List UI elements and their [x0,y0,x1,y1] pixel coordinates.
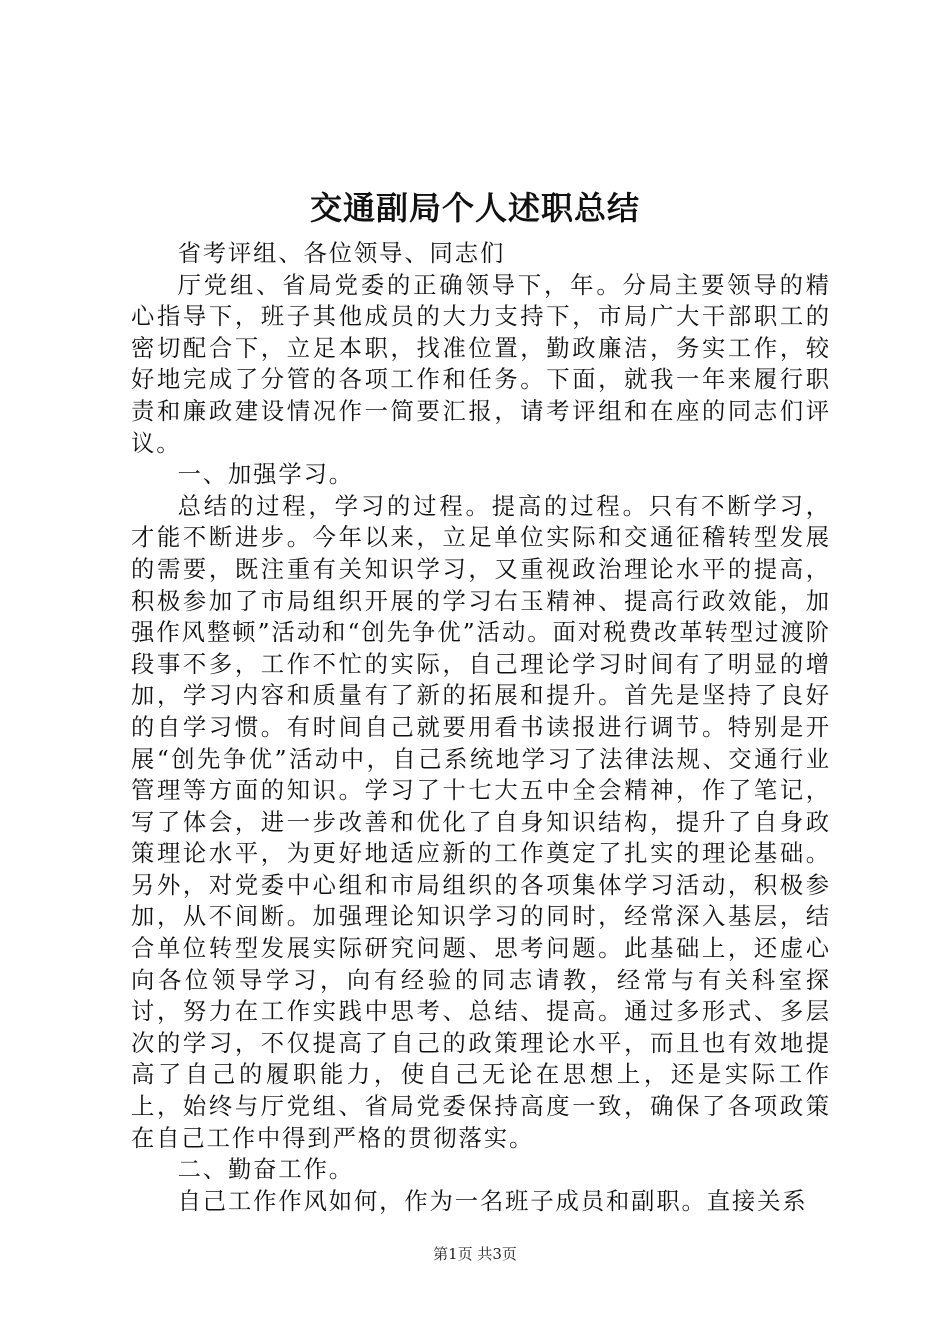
study-paragraph: 总结的过程，学习的过程。提高的过程。只有不断学习，才能不断进步。今年以来，立足单位实际和交通征稽转型发展的需要，既注重有关知识学习，又重视政治理论水平的提高，积极参加了市局组织开展的学习右玉精神、提高行政效能，加强作风整顿”活动和“创先争优”活动。面对税费改革转型过渡阶段事不多，工作不忙的实际，自己理论学习时间有了明显的增加，学习内容和质量有了新的拓展和提升。首先是坚持了良好的自学习惯。有时间自己就要用看书读报进行调节。特别是开展“创先争优”活动中，自己系统地学习了法律法规、交通行业管理等方面的知识。学习了十七大五中全会精神，作了笔记，写了体会，进一步改善和优化了自身知识结构，提升了自身政策理论水平，为更好地适应新的工作奠定了扎实的理论基础。另外，对党委中心组和市局组织的各项集体学习活动，积极参加，从不间断。加强理论知识学习的同时，经常深入基层，结合单位转型发展实际研究问题、思考问题。此基础上，还虚心向各位领导学习，向有经验的同志请教，经常与有关科室探讨，努力在工作实践中思考、总结、提高。通过多形式、多层次的学习，不仅提高了自己的政策理论水平，而且也有效地提高了自己的履职能力，使自己无论在思想上，还是实际工作上，始终与厅党组、省局党委保持高度一致，确保了各项政策在自己工作中得到严格的贯彻落实。 [131,492,831,1152]
salutation-paragraph: 省考评组、各位领导、同志们 [177,240,506,267]
page-number-footer: 第1页 共3页 [433,1245,517,1263]
document-body [131,238,831,1217]
section-heading-work: 二、勤奋工作。 [177,1156,354,1184]
section-heading-study: 一、加强学习。 [177,461,354,489]
intro-paragraph: 厅党组、省局党委的正确领导下，年。分局主要领导的精心指导下，班子其他成员的大力支持下，市局广大干部职工的密切配合下，立足本职，找准位置，勤政廉洁，务实工作，较好地完成了分管的各项工作和任务。下面，就我一年来履行职责和廉政建设情况作一简要汇报，请考评组和在座的同志们评议。 [131,271,831,457]
document-title: 交通副局个人述职总结 [309,189,640,227]
work-paragraph: 自己工作作风如何，作为一名班子成员和副职。直接关系 [177,1187,808,1215]
